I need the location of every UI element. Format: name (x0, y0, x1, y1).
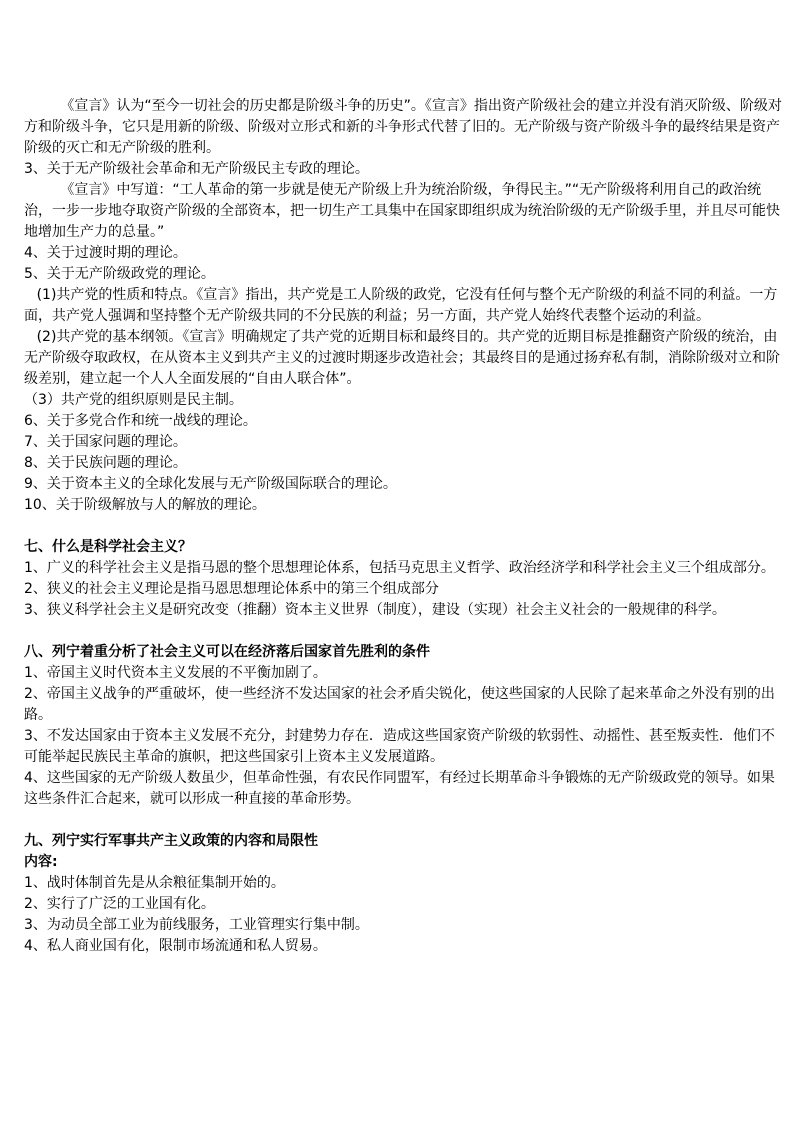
list-item: 3、为动员全部工业为前线服务，工业管理实行集中制。 (24, 917, 369, 933)
section7 (24, 537, 782, 621)
paragraph-manifesto-revolution: 《宣言》中写道：“工人革命的第一步就是使无产阶级上升为统治阶级，争得民主。”“无产阶级将利用自己的政治统治，一步一步地夺取资产阶级的全部资本，把一切生产工具集中在国家即组织成为统治阶级的无产阶级手里，并且尽可能快地增加生产力的总量。” (24, 182, 780, 240)
list-item: 8、关于民族问题的理论。 (24, 455, 187, 471)
list-item: 2、帝国主义战争的严重破坏，使一些经济不发达国家的社会矛盾尖锐化，使这些国家的人民除了起来革命之外没有别的出路。 (24, 686, 775, 723)
list-item: 5、关于无产阶级政党的理论。 (24, 266, 215, 282)
list-item: 2、实行了广泛的工业国有化。 (24, 896, 215, 912)
list-item: 1、广义的科学社会主义是指马恩的整个思想理论体系，包括马克思主义哲学、政治经济学和科学社会主义三个组成部分。 (24, 560, 775, 576)
list-item: 4、这些国家的无产阶级人数虽少，但革命性强，有农民作同盟军，有经过长期革命斗争锻炼的无产阶级政党的领导。如果这些条件汇合起来，就可以形成一种直接的革命形势。 (24, 770, 775, 807)
list-item: 7、关于国家问题的理论。 (24, 434, 187, 450)
list-item: 3、关于无产阶级社会革命和无产阶级民主专政的理论。 (24, 161, 369, 177)
section-heading: 八、列宁着重分析了社会主义可以在经济落后国家首先胜利的条件 (24, 644, 430, 660)
section9 (24, 831, 782, 957)
section8 (24, 642, 782, 810)
sub-item-party-organization: （3）共产党的组织原则是民主制。 (24, 392, 243, 408)
list-item: 3、不发达国家由于资本主义发展不充分，封建势力存在．造成这些国家资产阶级的软弱性、动摇性、甚至叛卖性．他们不可能举起民族民主革命的旗帜，把这些国家引上资本主义发展道路。 (24, 728, 775, 765)
list-item: 9、关于资本主义的全球化发展与无产阶级国际联合的理论。 (24, 476, 397, 492)
list-item: 3、狭义科学社会主义是研究改变（推翻）资本主义世界（制度），建设（实现）社会主义社会的一般规律的科学。 (24, 602, 726, 618)
list-item: 1、战时体制首先是从余粮征集制开始的。 (24, 875, 285, 891)
list-item: 6、关于多党合作和统一战线的理论。 (24, 413, 257, 429)
list-item: 4、私人商业国有化，限制市场流通和私人贸易。 (24, 938, 327, 954)
section6-continued (24, 96, 782, 516)
paragraph-manifesto-class-struggle: 《宣言》认为“至今一切社会的历史都是阶级斗争的历史”。《宣言》指出资产阶级社会的建立并没有消灭阶级、阶级对方和阶级斗争，它只是用新的阶级、阶级对立形式和新的斗争形式代替了旧的。无产阶级与资产阶级斗争的最终结果是资产阶级的灭亡和无产阶级的胜利。 (24, 98, 782, 156)
list-item: 2、狭义的社会主义理论是指马恩思想理论体系中的第三个组成部分 (24, 581, 439, 597)
list-item: 10、关于阶级解放与人的解放的理论。 (24, 497, 266, 513)
list-item: 1、帝国主义时代资本主义发展的不平衡加剧了。 (24, 665, 327, 681)
document-page (24, 96, 782, 957)
section-subheading: 内容: (24, 854, 58, 870)
section-heading: 九、列宁实行军事共产主义政策的内容和局限性 (24, 833, 318, 849)
section-heading: 七、什么是科学社会主义？ (24, 539, 192, 555)
list-item: 4、关于过渡时期的理论。 (24, 245, 187, 261)
sub-item-party-program: (2)共产党的基本纲领。《宣言》明确规定了共产党的近期目标和最终目的。共产党的近期目标是推翻资产阶级的统治，由无产阶级夺取政权，在从资本主义到共产主义的过渡时期逐步改造社会；其最终目的是通过扬弃私有制，消除阶级对立和阶级差别，建立起一个人人全面发展的“自由人联合体”。 (24, 329, 780, 387)
sub-item-party-nature: (1)共产党的性质和特点。《宣言》指出，共产党是工人阶级的政党，它没有任何与整个无产阶级的利益不同的利益。一方面，共产党人强调和坚持整个无产阶级共同的不分民族的利益；另一方面，共产党人始终代表整个运动的利益。 (24, 287, 778, 324)
